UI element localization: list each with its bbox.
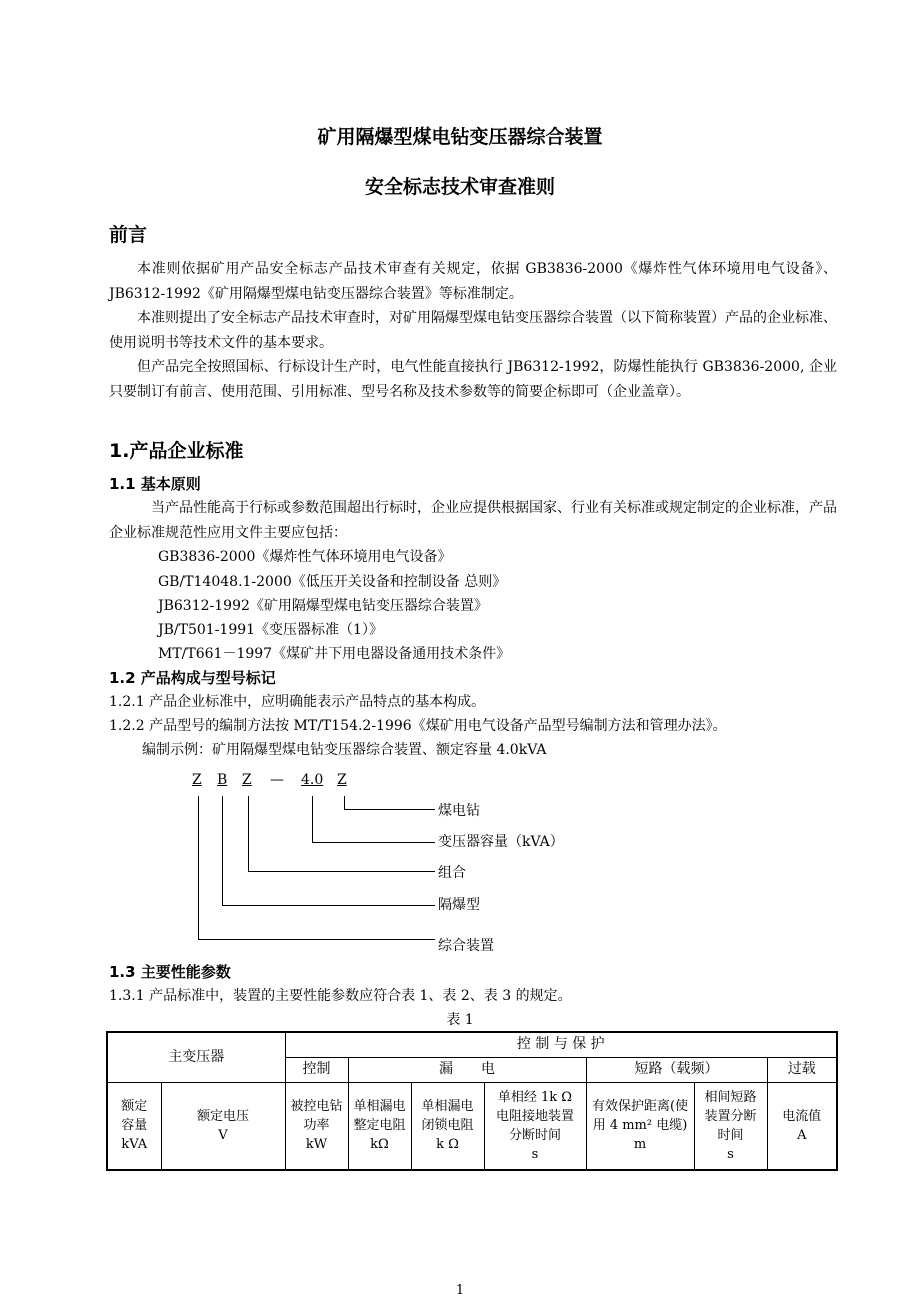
- header-leakage: 漏 电: [348, 1057, 586, 1082]
- column-header: 单相漏电 整定电阻 kΩ: [348, 1082, 411, 1170]
- code-part-z3: Z: [337, 772, 347, 788]
- code-label-flameproof: 隔爆型: [438, 897, 480, 913]
- section-1-2-2: 1.2.2 产品型号的编制方法按 MT/T154.2-1996《煤矿用电气设备产品型号编制方法和管理办法》。: [109, 718, 727, 734]
- section-1-heading: 1.产品企业标准: [109, 440, 244, 462]
- column-header: 额定电压 V: [161, 1082, 285, 1170]
- preface-heading: 前言: [109, 224, 148, 246]
- document-title: 矿用隔爆型煤电钻变压器综合装置: [317, 126, 603, 148]
- column-header: 额定 容量 kVA: [107, 1082, 161, 1170]
- code-label-capacity: 变压器容量（kVA）: [438, 834, 564, 850]
- model-example: 编制示例：矿用隔爆型煤电钻变压器综合装置、额定容量 4.0kVA: [142, 742, 547, 758]
- header-control: 控制: [285, 1057, 348, 1082]
- reference-item: JB/T501-1991《变压器标准（1）》: [158, 622, 383, 638]
- preface-paragraph-2: 本准则提出了安全标志产品技术审查时，对矿用隔爆型煤电钻变压器综合装置（以下简称装置）产品的企业标准、使用说明书等技术文件的基本要求。: [109, 310, 837, 351]
- reference-item: GB/T14048.1-2000《低压开关设备和控制设备 总则》: [158, 574, 507, 590]
- code-part-dash: —: [270, 772, 284, 788]
- code-label-coal-drill: 煤电钻: [438, 803, 480, 819]
- code-part-z2: Z: [242, 772, 252, 788]
- document-subtitle: 安全标志技术审查准则: [364, 176, 555, 198]
- section-1-1-paragraph: 当产品性能高于行标或参数范围超出行标时，企业应提供根据国家、行业有关标准或规定制定的企业标准，产品企业标准规范性应用文件主要应包括：: [109, 500, 837, 541]
- code-part-capacity: 4.0: [301, 772, 324, 788]
- preface-paragraph-3: 但产品完全按照国标、行标设计生产时，电气性能直接执行 JB6312-1992，防爆性能执行 GB3836-2000, 企业只要制订有前言、使用范围、引用标准、型号名称及技术参数等的简要企标即可（企业盖章）。: [109, 359, 837, 400]
- column-header: 电流值 A: [767, 1082, 837, 1170]
- table-1: [106, 1031, 838, 1171]
- preface-paragraph-1: 本准则依据矿用产品安全标志产品技术审查有关规定，依据 GB3836-2000《爆炸性气体环境用电气设备》、JB6312-1992《矿用隔爆型煤电钻变压器综合装置》等标准制定。: [109, 261, 837, 302]
- section-1-2-heading: 1.2 产品构成与型号标记: [109, 669, 276, 687]
- column-header: 有效保护距离(使 用 4 mm² 电缆) m: [586, 1082, 694, 1170]
- section-1-2-1: 1.2.1 产品企业标准中，应明确能表示产品特点的基本构成。: [109, 694, 486, 710]
- column-header: 单相漏电 闭锁电阻 k Ω: [411, 1082, 484, 1170]
- section-1-1-heading: 1.1 基本原则: [109, 475, 201, 493]
- code-label-integrated: 综合装置: [438, 938, 494, 954]
- section-1-3-1: 1.3.1 产品标准中，装置的主要性能参数应符合表 1、表 2、表 3 的规定。: [109, 988, 572, 1004]
- column-header: 被控电钻 功率 kW: [285, 1082, 348, 1170]
- column-header: 单相经 1k Ω 电阻接地装置 分断时间 s: [484, 1082, 586, 1170]
- reference-item: JB6312-1992《矿用隔爆型煤电钻变压器综合装置》: [158, 598, 488, 614]
- page-number: 1: [455, 1283, 465, 1298]
- table-caption: 表 1: [446, 1012, 474, 1028]
- code-part-z1: Z: [192, 772, 202, 788]
- header-control-protection: 控 制 与 保 护: [285, 1032, 837, 1057]
- reference-item: GB3836-2000《爆炸性气体环境用电气设备》: [158, 549, 452, 565]
- code-part-b: B: [217, 772, 228, 788]
- section-1-3-heading: 1.3 主要性能参数: [109, 963, 231, 981]
- reference-item: MT/T661－1997《煤矿井下用电器设备通用技术条件》: [158, 646, 511, 662]
- header-short-circuit: 短路（载频）: [586, 1057, 767, 1082]
- code-label-combination: 组合: [438, 865, 466, 881]
- column-header: 相间短路 装置分断 时间 s: [694, 1082, 767, 1170]
- header-main-transformer: 主变压器: [107, 1032, 285, 1082]
- header-overload: 过载: [767, 1057, 837, 1082]
